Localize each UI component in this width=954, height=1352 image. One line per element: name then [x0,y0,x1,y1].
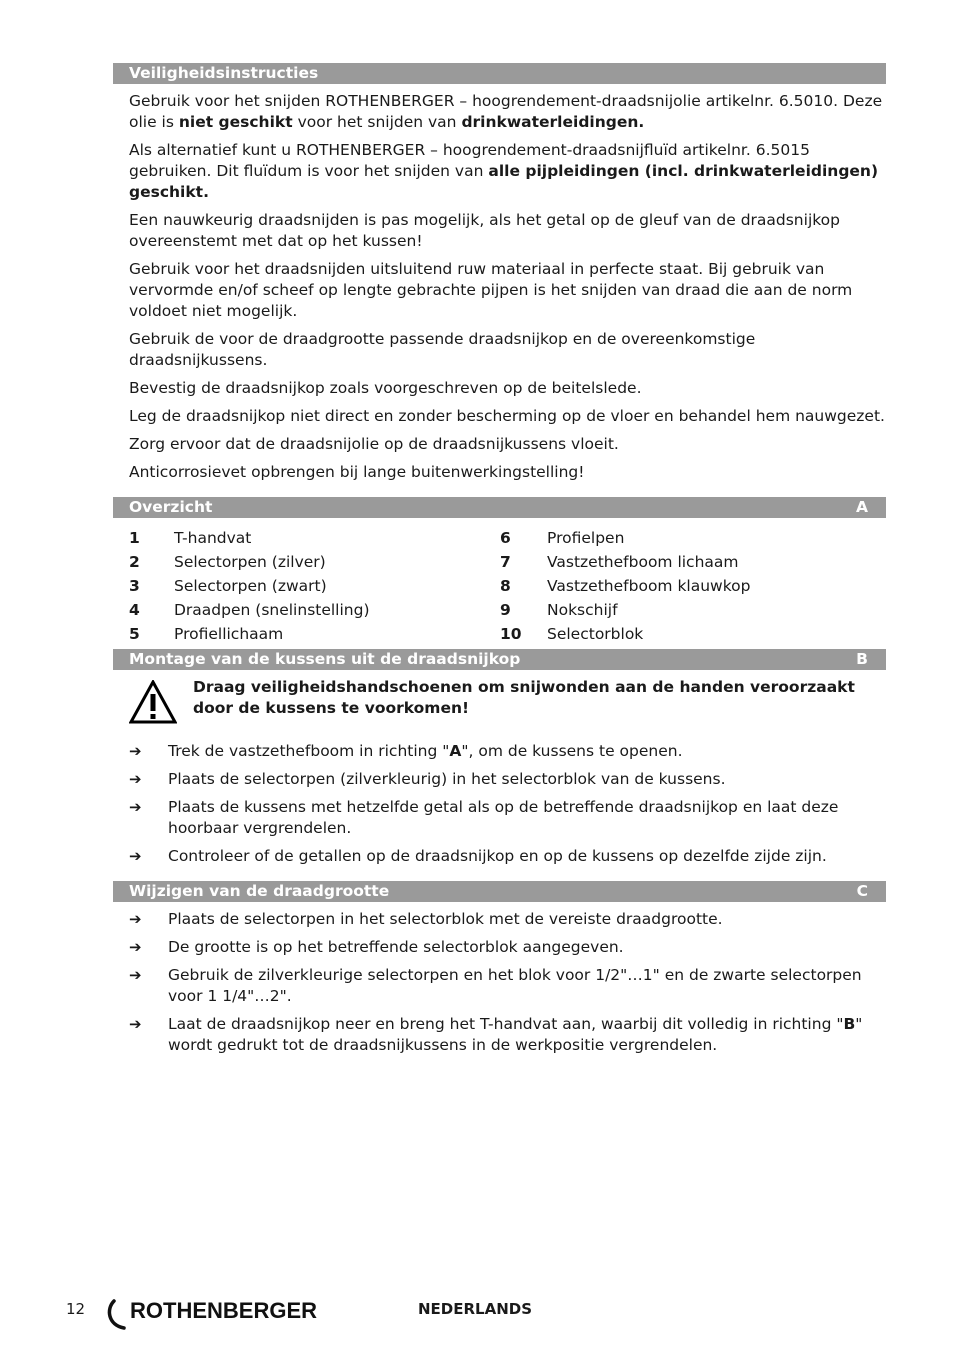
item-label: Draadpen (snelinstelling) [174,601,370,619]
list-item [500,525,871,551]
text: Trek de vastzethefboom in richting " [168,742,450,760]
item-number: 4 [129,601,140,619]
section-tag: B [856,650,868,668]
page-number: 12 [66,1300,86,1318]
section-overview [113,497,886,647]
right-arrow-icon: ➔ [129,938,142,956]
step-text: Gebruik de zilverkleurige selectorpen en het blok voor 1/2"…1" en de zwarte selectorpen voor 1 1/4"…2". [168,966,862,1005]
paragraph: Leg de draadsnijkop niet direct en zonder bescherming op de vloer en behandel hem nauwgezet. [129,407,885,425]
item-number: 5 [129,625,140,643]
section-header-safety [113,63,886,84]
logo-wordmark: ROTHENBERGER [130,1298,318,1323]
right-arrow-icon: ➔ [129,966,142,984]
right-arrow-icon: ➔ [129,770,142,788]
warning-text: Draag veiligheidshandschoenen om snijwonden aan de handen veroorzaakt door de kussens te voorkomen! [193,678,855,717]
right-arrow-icon: ➔ [129,847,142,865]
paragraph [129,140,886,203]
paragraph [129,91,886,133]
paragraph: Gebruik de voor de draadgrootte passende draadsnijkop en de overeenkomstige draadsnijkussens. [129,330,756,369]
list-item [129,525,500,551]
list-item [129,965,886,1007]
item-number: 1 [129,529,140,547]
right-arrow-icon: ➔ [129,1015,142,1033]
step-text: Plaats de kussens met hetzelfde getal als op de betreffende draadsnijkop en laat deze hoorbaar vergrendelen. [168,798,839,837]
section-header-overview [113,497,886,518]
paragraph: Zorg ervoor dat de draadsnijolie op de draadsnijkussens vloeit. [129,435,619,453]
page-footer [0,1297,954,1337]
section-tag: C [856,882,868,900]
text: Laat de draadsnijkop neer en breng het T-handvat aan, waarbij dit volledig in richting " [168,1015,844,1033]
list-item [129,909,886,930]
step-text: Plaats de selectorpen (zilverkleurig) in het selectorblok van de kussens. [168,770,726,788]
bold-text: alle pijpleidingen (incl. drinkwaterleidingen) geschikt. [129,162,879,201]
item-number: 10 [500,625,522,643]
section-title: Wijzigen van de draadgrootte [129,882,390,900]
right-arrow-icon: ➔ [129,910,142,928]
text: Als alternatief kunt u ROTHENBERGER – hoogrendement-draadsnijfluïd artikelnr. 6.5015 gebruiken. Dit fluïdum is voor het snijden van [129,141,810,180]
text: voor het snijden van [292,113,462,131]
item-number: 8 [500,577,511,595]
list-item [129,797,886,839]
warning-triangle-icon [129,680,177,724]
item-label: Profiellichaam [174,625,284,643]
section-safety [113,63,886,483]
text: ", om de kussens te openen. [461,742,683,760]
step-text: Controleer of de getallen op de draadsnijkop en op de kussens op dezelfde zijde zijn. [168,847,827,865]
section-title: Veiligheidsinstructies [129,64,319,82]
list-item [129,621,500,647]
list-item [129,937,886,958]
section-mount [113,649,886,867]
list-item [129,1014,886,1056]
warning-box [129,677,886,724]
item-label: Selectorpen (zilver) [174,553,326,571]
parts-column-left [129,525,500,647]
section-title: Montage van de kussens uit de draadsnijkop [129,650,521,668]
step-text: De grootte is op het betreffende selectorblok aangegeven. [168,938,624,956]
step-text: Plaats de selectorpen in het selectorblok met de vereiste draadgrootte. [168,910,723,928]
item-label: Selectorpen (zwart) [174,577,327,595]
paragraph: Bevestig de draadsnijkop zoals voorgeschreven op de beitelslede. [129,379,642,397]
list-item [129,597,500,623]
bold-text: drinkwaterleidingen. [461,113,645,131]
section-tag: A [856,498,868,516]
paragraph: Gebruik voor het draadsnijden uitsluitend ruw materiaal in perfecte staat. Bij gebruik van vervormde en/of scheef op lengte gebrachte pijpen is het snijden van draad die aan de norm voldoet niet mogelijk. [129,260,853,320]
section-header-mount [113,649,886,670]
item-label: Vastzethefboom lichaam [547,553,739,571]
step-text [168,741,683,762]
list-item [129,573,500,599]
right-arrow-icon: ➔ [129,742,142,760]
item-number: 9 [500,601,511,619]
step-text [168,1014,886,1056]
section-change [113,881,886,1056]
list-item [500,621,871,647]
parts-column-right [500,525,871,647]
rothenberger-logo [104,1297,349,1333]
language-label: NEDERLANDS [418,1300,533,1318]
list-item [129,549,500,575]
list-item [129,741,886,762]
page-content [113,63,886,1056]
item-number: 6 [500,529,511,547]
text: " wordt gedrukt tot de draadsnijkussens in de werkpositie vergrendelen. [168,1015,863,1054]
parts-list [129,525,886,647]
list-item [129,846,886,867]
bold-text: B [843,1015,856,1033]
list-item [129,769,886,790]
right-arrow-icon: ➔ [129,798,142,816]
bold-text: niet geschikt [178,113,293,131]
list-item [500,573,871,599]
section-title: Overzicht [129,498,213,516]
item-label: Selectorblok [547,625,644,643]
item-number: 7 [500,553,511,571]
item-label: T-handvat [174,529,252,547]
item-number: 2 [129,553,140,571]
list-item [500,549,871,575]
item-number: 3 [129,577,140,595]
paragraph: Anticorrosievet opbrengen bij lange buitenwerkingstelling! [129,463,585,481]
paragraph: Een nauwkeurig draadsnijden is pas mogelijk, als het getal op de gleuf van de draadsnijkop overeenstemt met dat op het kussen! [129,211,840,250]
item-label: Vastzethefboom klauwkop [547,577,751,595]
item-label: Nokschijf [547,601,618,619]
bold-text: A [449,742,462,760]
list-item [500,597,871,623]
text: Gebruik voor het snijden ROTHENBERGER – hoogrendement-draadsnijolie artikelnr. 6.5010. Deze olie is [129,92,883,131]
section-header-change [113,881,886,902]
item-label: Profielpen [547,529,625,547]
